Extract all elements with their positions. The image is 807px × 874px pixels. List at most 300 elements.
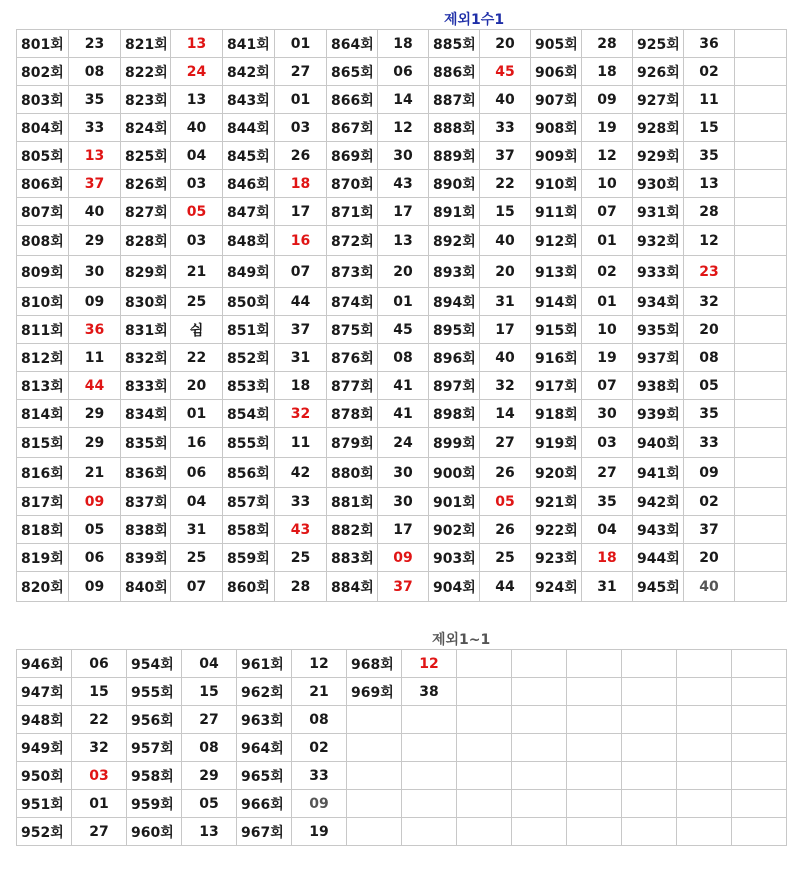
number-cell: 08 <box>378 344 429 372</box>
round-cell: 825회 <box>121 142 171 170</box>
round-cell: 945회 <box>633 572 684 602</box>
round-cell: 898회 <box>429 400 480 428</box>
empty-cell <box>512 678 567 706</box>
number-cell: 18 <box>275 170 327 198</box>
empty-cell <box>732 706 787 734</box>
number-cell: 20 <box>378 256 429 288</box>
number-cell: 06 <box>378 58 429 86</box>
number-cell: 40 <box>480 344 531 372</box>
round-cell: 836회 <box>121 458 171 488</box>
empty-cell <box>677 734 732 762</box>
round-cell: 807회 <box>17 198 69 226</box>
empty-cell <box>347 818 402 846</box>
number-cell: 30 <box>378 458 429 488</box>
table-row <box>17 650 787 678</box>
empty-cell <box>732 762 787 790</box>
number-cell: 41 <box>378 372 429 400</box>
empty-cell <box>732 734 787 762</box>
empty-cell <box>512 818 567 846</box>
empty-cell <box>512 762 567 790</box>
round-cell: 871회 <box>327 198 378 226</box>
number-cell: 19 <box>582 344 633 372</box>
table-row <box>17 30 787 58</box>
round-cell: 918회 <box>531 400 582 428</box>
empty-cell <box>402 734 457 762</box>
round-cell: 900회 <box>429 458 480 488</box>
round-cell: 819회 <box>17 544 69 572</box>
round-cell: 880회 <box>327 458 378 488</box>
round-cell: 857회 <box>223 488 275 516</box>
number-cell: 08 <box>684 344 735 372</box>
round-cell: 826회 <box>121 170 171 198</box>
number-cell: 16 <box>171 428 223 458</box>
number-cell: 05 <box>480 488 531 516</box>
empty-cell <box>622 678 677 706</box>
empty-cell <box>735 198 787 226</box>
round-cell: 944회 <box>633 544 684 572</box>
empty-cell <box>512 650 567 678</box>
table-row <box>17 142 787 170</box>
round-cell: 913회 <box>531 256 582 288</box>
round-cell: 966회 <box>237 790 292 818</box>
round-cell: 952회 <box>17 818 72 846</box>
number-cell: 45 <box>480 58 531 86</box>
number-cell: 03 <box>171 226 223 256</box>
round-cell: 942회 <box>633 488 684 516</box>
number-cell: 29 <box>69 428 121 458</box>
round-cell: 887회 <box>429 86 480 114</box>
number-cell: 18 <box>582 58 633 86</box>
round-cell: 842회 <box>223 58 275 86</box>
round-cell: 827회 <box>121 198 171 226</box>
number-cell: 02 <box>292 734 347 762</box>
number-cell: 20 <box>171 372 223 400</box>
round-cell: 931회 <box>633 198 684 226</box>
round-cell: 817회 <box>17 488 69 516</box>
empty-cell <box>735 372 787 400</box>
round-cell: 951회 <box>17 790 72 818</box>
round-cell: 818회 <box>17 516 69 544</box>
number-cell: 01 <box>171 400 223 428</box>
number-cell: 23 <box>69 30 121 58</box>
empty-cell <box>735 428 787 458</box>
number-cell: 40 <box>171 114 223 142</box>
empty-cell <box>735 458 787 488</box>
number-cell: 41 <box>378 400 429 428</box>
round-cell: 932회 <box>633 226 684 256</box>
round-cell: 955회 <box>127 678 182 706</box>
number-cell: 21 <box>292 678 347 706</box>
round-cell: 962회 <box>237 678 292 706</box>
round-cell: 940회 <box>633 428 684 458</box>
number-cell: 08 <box>182 734 237 762</box>
number-cell: 43 <box>275 516 327 544</box>
round-cell: 875회 <box>327 316 378 344</box>
draw-results-table-2 <box>16 649 787 846</box>
round-cell: 853회 <box>223 372 275 400</box>
number-cell: 17 <box>378 516 429 544</box>
number-cell: 45 <box>378 316 429 344</box>
round-cell: 823회 <box>121 86 171 114</box>
empty-cell <box>622 790 677 818</box>
round-cell: 910회 <box>531 170 582 198</box>
round-cell: 923회 <box>531 544 582 572</box>
number-cell: 22 <box>171 344 223 372</box>
empty-cell <box>402 790 457 818</box>
number-cell: 04 <box>582 516 633 544</box>
round-cell: 805회 <box>17 142 69 170</box>
round-cell: 965회 <box>237 762 292 790</box>
number-cell: 01 <box>72 790 127 818</box>
number-cell: 37 <box>684 516 735 544</box>
round-cell: 812회 <box>17 344 69 372</box>
number-cell: 01 <box>275 86 327 114</box>
number-cell: 11 <box>684 86 735 114</box>
empty-cell <box>677 762 732 790</box>
number-cell: 10 <box>582 316 633 344</box>
table-row <box>17 288 787 316</box>
table-row <box>17 790 787 818</box>
number-cell: 12 <box>402 650 457 678</box>
round-cell: 924회 <box>531 572 582 602</box>
number-cell: 40 <box>480 226 531 256</box>
round-cell: 897회 <box>429 372 480 400</box>
round-cell: 848회 <box>223 226 275 256</box>
round-cell: 854회 <box>223 400 275 428</box>
round-cell: 948회 <box>17 706 72 734</box>
number-cell: 27 <box>480 428 531 458</box>
number-cell: 35 <box>69 86 121 114</box>
empty-cell <box>402 706 457 734</box>
empty-cell <box>735 400 787 428</box>
number-cell: 20 <box>480 256 531 288</box>
table-row <box>17 572 787 602</box>
round-cell: 858회 <box>223 516 275 544</box>
empty-cell <box>622 734 677 762</box>
table-row <box>17 400 787 428</box>
number-cell: 18 <box>275 372 327 400</box>
number-cell: 31 <box>171 516 223 544</box>
round-cell: 916회 <box>531 344 582 372</box>
number-cell: 15 <box>480 198 531 226</box>
table-row <box>17 344 787 372</box>
empty-cell <box>622 762 677 790</box>
number-cell: 15 <box>72 678 127 706</box>
empty-cell <box>567 734 622 762</box>
round-cell: 967회 <box>237 818 292 846</box>
number-cell: 30 <box>582 400 633 428</box>
empty-cell <box>735 114 787 142</box>
round-cell: 890회 <box>429 170 480 198</box>
empty-cell <box>735 86 787 114</box>
number-cell: 18 <box>582 544 633 572</box>
empty-cell <box>732 790 787 818</box>
round-cell: 937회 <box>633 344 684 372</box>
number-cell: 12 <box>292 650 347 678</box>
number-cell: 14 <box>480 400 531 428</box>
number-cell: 18 <box>378 30 429 58</box>
number-cell: 33 <box>292 762 347 790</box>
number-cell: 16 <box>275 226 327 256</box>
round-cell: 849회 <box>223 256 275 288</box>
number-cell: 07 <box>582 372 633 400</box>
empty-cell <box>735 488 787 516</box>
round-cell: 906회 <box>531 58 582 86</box>
round-cell: 941회 <box>633 458 684 488</box>
empty-cell <box>735 58 787 86</box>
round-cell: 828회 <box>121 226 171 256</box>
round-cell: 856회 <box>223 458 275 488</box>
round-cell: 912회 <box>531 226 582 256</box>
number-cell: 32 <box>684 288 735 316</box>
number-cell: 01 <box>378 288 429 316</box>
round-cell: 907회 <box>531 86 582 114</box>
round-cell: 879회 <box>327 428 378 458</box>
round-cell: 882회 <box>327 516 378 544</box>
empty-cell <box>735 30 787 58</box>
round-cell: 830회 <box>121 288 171 316</box>
round-cell: 860회 <box>223 572 275 602</box>
number-cell: 44 <box>275 288 327 316</box>
empty-cell <box>622 650 677 678</box>
round-cell: 869회 <box>327 142 378 170</box>
number-cell: 20 <box>684 544 735 572</box>
round-cell: 969회 <box>347 678 402 706</box>
number-cell: 27 <box>72 818 127 846</box>
round-cell: 814회 <box>17 400 69 428</box>
round-cell: 809회 <box>17 256 69 288</box>
round-cell: 813회 <box>17 372 69 400</box>
round-cell: 881회 <box>327 488 378 516</box>
table-row <box>17 198 787 226</box>
round-cell: 841회 <box>223 30 275 58</box>
empty-cell <box>735 572 787 602</box>
round-cell: 845회 <box>223 142 275 170</box>
table-row <box>17 428 787 458</box>
empty-cell <box>735 516 787 544</box>
number-cell: 09 <box>582 86 633 114</box>
number-cell: 15 <box>182 678 237 706</box>
table2-title: 제외1~1 <box>432 632 491 648</box>
number-cell: 23 <box>684 256 735 288</box>
number-cell: 02 <box>582 256 633 288</box>
number-cell: 01 <box>582 288 633 316</box>
round-cell: 802회 <box>17 58 69 86</box>
number-cell: 13 <box>684 170 735 198</box>
round-cell: 877회 <box>327 372 378 400</box>
round-cell: 892회 <box>429 226 480 256</box>
empty-cell <box>457 678 512 706</box>
table-row <box>17 818 787 846</box>
empty-cell <box>457 706 512 734</box>
table-row <box>17 706 787 734</box>
round-cell: 873회 <box>327 256 378 288</box>
empty-cell <box>457 650 512 678</box>
round-cell: 837회 <box>121 488 171 516</box>
table-row <box>17 488 787 516</box>
round-cell: 844회 <box>223 114 275 142</box>
empty-cell <box>457 762 512 790</box>
round-cell: 810회 <box>17 288 69 316</box>
round-cell: 866회 <box>327 86 378 114</box>
number-cell: 04 <box>182 650 237 678</box>
number-cell: 13 <box>182 818 237 846</box>
empty-cell <box>567 678 622 706</box>
round-cell: 867회 <box>327 114 378 142</box>
number-cell: 42 <box>275 458 327 488</box>
number-cell: 19 <box>292 818 347 846</box>
number-cell: 31 <box>480 288 531 316</box>
round-cell: 943회 <box>633 516 684 544</box>
round-cell: 891회 <box>429 198 480 226</box>
number-cell: 24 <box>171 58 223 86</box>
number-cell: 30 <box>69 256 121 288</box>
number-cell: 33 <box>684 428 735 458</box>
number-cell: 08 <box>292 706 347 734</box>
number-cell: 03 <box>275 114 327 142</box>
empty-cell <box>735 316 787 344</box>
number-cell: 37 <box>275 316 327 344</box>
table-row <box>17 58 787 86</box>
table-row <box>17 734 787 762</box>
number-cell: 32 <box>480 372 531 400</box>
empty-cell <box>622 818 677 846</box>
round-cell: 883회 <box>327 544 378 572</box>
number-cell: 01 <box>275 30 327 58</box>
empty-cell <box>457 790 512 818</box>
round-cell: 835회 <box>121 428 171 458</box>
round-cell: 886회 <box>429 58 480 86</box>
round-cell: 803회 <box>17 86 69 114</box>
number-cell: 32 <box>72 734 127 762</box>
number-cell: 11 <box>69 344 121 372</box>
number-cell: 12 <box>582 142 633 170</box>
number-cell: 05 <box>171 198 223 226</box>
empty-cell <box>567 790 622 818</box>
number-cell: 43 <box>378 170 429 198</box>
number-cell: 02 <box>684 58 735 86</box>
round-cell: 934회 <box>633 288 684 316</box>
round-cell: 954회 <box>127 650 182 678</box>
number-cell: 11 <box>275 428 327 458</box>
round-cell: 935회 <box>633 316 684 344</box>
round-cell: 822회 <box>121 58 171 86</box>
number-cell: 19 <box>582 114 633 142</box>
round-cell: 968회 <box>347 650 402 678</box>
empty-cell <box>735 226 787 256</box>
table-row <box>17 516 787 544</box>
number-cell: 27 <box>582 458 633 488</box>
number-cell: 20 <box>480 30 531 58</box>
round-cell: 921회 <box>531 488 582 516</box>
round-cell: 933회 <box>633 256 684 288</box>
round-cell: 964회 <box>237 734 292 762</box>
number-cell: 14 <box>378 86 429 114</box>
round-cell: 820회 <box>17 572 69 602</box>
round-cell: 957회 <box>127 734 182 762</box>
number-cell: 09 <box>69 288 121 316</box>
number-cell: 07 <box>171 572 223 602</box>
number-cell: 29 <box>69 226 121 256</box>
number-cell: 32 <box>275 400 327 428</box>
number-cell: 22 <box>72 706 127 734</box>
round-cell: 865회 <box>327 58 378 86</box>
round-cell: 847회 <box>223 198 275 226</box>
table-row <box>17 762 787 790</box>
number-cell: 26 <box>480 516 531 544</box>
number-cell: 29 <box>69 400 121 428</box>
number-cell: 07 <box>275 256 327 288</box>
round-cell: 831회 <box>121 316 171 344</box>
number-cell: 01 <box>582 226 633 256</box>
round-cell: 956회 <box>127 706 182 734</box>
round-cell: 961회 <box>237 650 292 678</box>
empty-cell <box>402 762 457 790</box>
number-cell: 28 <box>275 572 327 602</box>
number-cell: 12 <box>378 114 429 142</box>
empty-cell <box>732 818 787 846</box>
number-cell: 44 <box>480 572 531 602</box>
round-cell: 815회 <box>17 428 69 458</box>
number-cell: 31 <box>275 344 327 372</box>
round-cell: 816회 <box>17 458 69 488</box>
round-cell: 930회 <box>633 170 684 198</box>
draw-results-table-1 <box>16 29 787 602</box>
round-cell: 926회 <box>633 58 684 86</box>
number-cell: 13 <box>378 226 429 256</box>
round-cell: 801회 <box>17 30 69 58</box>
table-row <box>17 316 787 344</box>
round-cell: 872회 <box>327 226 378 256</box>
number-cell: 03 <box>72 762 127 790</box>
empty-cell <box>677 678 732 706</box>
number-cell: 17 <box>480 316 531 344</box>
round-cell: 834회 <box>121 400 171 428</box>
round-cell: 839회 <box>121 544 171 572</box>
table-row <box>17 226 787 256</box>
number-cell: 27 <box>182 706 237 734</box>
round-cell: 870회 <box>327 170 378 198</box>
number-cell: 33 <box>480 114 531 142</box>
number-cell: 37 <box>378 572 429 602</box>
number-cell: 03 <box>582 428 633 458</box>
number-cell: 10 <box>582 170 633 198</box>
table-row <box>17 678 787 706</box>
empty-cell <box>567 762 622 790</box>
number-cell: 40 <box>480 86 531 114</box>
empty-cell <box>677 706 732 734</box>
round-cell: 947회 <box>17 678 72 706</box>
number-cell: 35 <box>582 488 633 516</box>
round-cell: 958회 <box>127 762 182 790</box>
empty-cell <box>567 818 622 846</box>
round-cell: 915회 <box>531 316 582 344</box>
number-cell: 05 <box>69 516 121 544</box>
empty-cell <box>512 790 567 818</box>
empty-cell <box>732 678 787 706</box>
number-cell: 37 <box>480 142 531 170</box>
round-cell: 876회 <box>327 344 378 372</box>
round-cell: 903회 <box>429 544 480 572</box>
round-cell: 824회 <box>121 114 171 142</box>
number-cell: 17 <box>378 198 429 226</box>
round-cell: 950회 <box>17 762 72 790</box>
table-row <box>17 114 787 142</box>
round-cell: 960회 <box>127 818 182 846</box>
round-cell: 893회 <box>429 256 480 288</box>
number-cell: 05 <box>182 790 237 818</box>
table-row <box>17 372 787 400</box>
